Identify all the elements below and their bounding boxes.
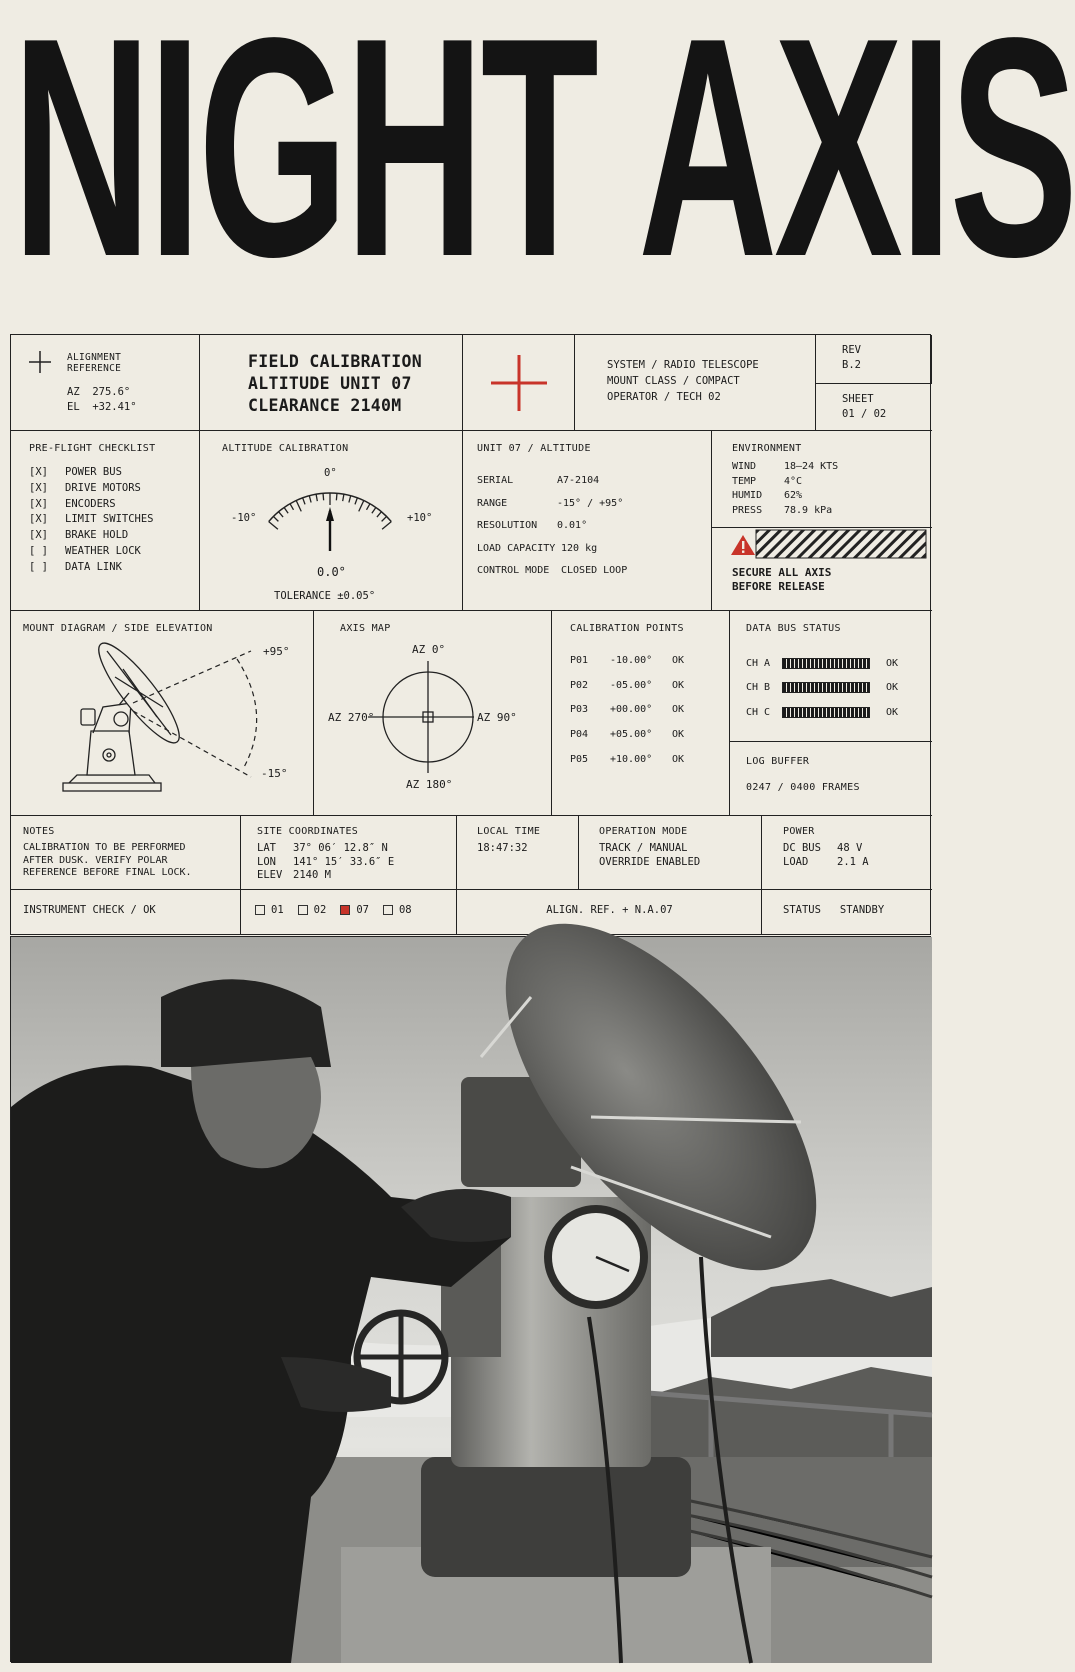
local-time-value: 18:47:32: [477, 842, 528, 854]
gauge-tick: [336, 493, 337, 500]
checklist-mark: [X]: [29, 481, 48, 494]
altitude-calibration-title: ALTITUDE CALIBRATION: [222, 443, 349, 454]
data-bus-level-fill: [783, 659, 869, 668]
main-title-line-2: ALTITUDE UNIT 07: [248, 374, 412, 393]
load-value: 2.1 A: [837, 855, 869, 868]
checklist-label: WEATHER LOCK: [65, 544, 141, 557]
calibration-point-row: [570, 680, 684, 705]
lon-label: LON: [257, 855, 276, 868]
checklist-item: [29, 465, 154, 481]
data-bus-level-bar: [782, 658, 870, 669]
environment-list: [732, 461, 838, 519]
calibration-point-value: -10.00°: [610, 655, 653, 666]
warning-icon: [730, 534, 756, 556]
system-line: SYSTEM / RADIO TELESCOPE: [607, 359, 759, 371]
unit-selector-label: 02: [313, 904, 327, 916]
environment-value: 4°C: [784, 475, 803, 487]
gauge-tick: [343, 494, 344, 501]
gauge-tick: [382, 516, 387, 521]
rev-cell: [816, 335, 932, 384]
operation-mode-cell: [579, 816, 762, 890]
data-bus-row: [746, 651, 898, 676]
calibration-point-status: OK: [672, 655, 685, 666]
gauge-tick: [316, 494, 317, 501]
main-title-line-3: CLEARANCE 2140M: [248, 396, 402, 415]
checklist-item: [29, 481, 154, 497]
elev-label: ELEV: [257, 869, 283, 881]
data-bus-level-fill: [783, 683, 869, 692]
checklist-item: [29, 497, 154, 513]
operator-line: OPERATOR / TECH 02: [607, 391, 721, 403]
calibration-points-title: CALIBRATION POINTS: [570, 623, 684, 634]
checklist-mark: [X]: [29, 529, 48, 542]
environment-row: [732, 476, 838, 491]
unit-spec-row: [477, 498, 627, 521]
site-coordinates-cell: [241, 816, 457, 890]
technician-photo: [10, 936, 931, 1662]
dc-bus-value: 48 V: [837, 842, 863, 854]
calibration-point-status: OK: [672, 753, 685, 765]
data-bus-title: DATA BUS STATUS: [746, 623, 841, 634]
unit-title: UNIT 07 / ALTITUDE: [477, 443, 591, 454]
mount-diagram-cell: [11, 611, 314, 816]
unit-selector-item[interactable]: [298, 904, 327, 916]
red-crosshair-icon: [491, 355, 547, 411]
red-crosshair-cell: [463, 335, 575, 431]
data-bus-level-fill: [783, 708, 869, 717]
unit-selector-cell: [241, 890, 457, 934]
unit-spec-key: RESOLUTION: [477, 520, 538, 532]
data-bus-cell: [730, 611, 932, 742]
calibration-point-status: OK: [672, 729, 685, 741]
gauge-right-label: +10°: [407, 512, 433, 524]
gauge-tick: [296, 500, 301, 511]
system-info-cell: [575, 335, 816, 431]
gauge-tick: [284, 507, 288, 513]
data-bus-status: OK: [886, 682, 899, 694]
calibration-point-id: P02: [570, 679, 589, 691]
lat-label: LAT: [257, 842, 276, 854]
instrument-check-label: INSTRUMENT CHECK / OK: [23, 904, 156, 916]
calibration-point-row: [570, 754, 684, 779]
unit-spec-row: [477, 565, 627, 588]
power-cell: [762, 816, 932, 890]
gauge-tick: [349, 496, 351, 503]
axis-map-cell: [314, 611, 552, 816]
main-title-line-1: FIELD CALIBRATION: [248, 352, 422, 371]
gauge-tick: [279, 512, 283, 517]
load-label: LOAD: [783, 855, 809, 868]
checklist-label: ENCODERS: [65, 497, 116, 510]
spec-sheet: [10, 334, 931, 935]
gauge-tick: [309, 496, 311, 503]
unit-selector-item[interactable]: [255, 904, 284, 916]
local-time-cell: [457, 816, 579, 890]
data-bus-status: OK: [886, 657, 899, 669]
data-bus-row: [746, 676, 898, 701]
operation-mode-title: OPERATION MODE: [599, 826, 688, 837]
data-bus-channel: CH A: [746, 657, 771, 669]
el-value: +32.41°: [92, 401, 137, 413]
environment-value: 62%: [784, 490, 803, 501]
axis-south-label: AZ 180°: [406, 778, 453, 791]
unit-checkbox[interactable]: [255, 905, 265, 915]
checklist-label: DATA LINK: [65, 560, 122, 573]
environment-value: 18–24 KTS: [784, 461, 839, 472]
hazard-stripes: [756, 530, 926, 558]
calibration-point-id: P04: [570, 729, 589, 741]
environment-row: [732, 505, 838, 520]
reference-label: REFERENCE: [67, 363, 122, 374]
calibration-point-row: [570, 655, 684, 680]
gauge-reading: 0.0°: [317, 565, 346, 579]
log-buffer-value: 0247 / 0400 FRAMES: [746, 782, 860, 793]
field-calibration-cell: [200, 335, 463, 431]
checklist: [29, 465, 154, 576]
environment-key: TEMP: [732, 475, 757, 487]
status-cell: [762, 890, 932, 934]
warning-line-1: SECURE ALL AXIS: [732, 566, 832, 579]
data-bus-level-bar: [782, 682, 870, 693]
status-value: STANDBY: [839, 904, 885, 916]
rev-label: REV: [842, 344, 861, 356]
sheet-value: 01 / 02: [842, 408, 887, 420]
lower-limit-label: -15°: [261, 767, 288, 780]
checklist-label: DRIVE MOTORS: [65, 481, 141, 494]
calibration-point-row: [570, 729, 684, 754]
gauge-tick: [273, 516, 278, 521]
sheet-number-cell: [816, 384, 932, 431]
data-bus-status: OK: [886, 706, 899, 718]
az-value: 275.6°: [92, 386, 131, 398]
axis-west-label: AZ 270°: [328, 711, 375, 724]
unit-spec-row: [477, 543, 627, 566]
data-bus-level-bar: [782, 707, 870, 718]
unit-specs-cell: [463, 431, 712, 611]
instrument-check-cell: [11, 890, 241, 934]
data-bus-row: [746, 700, 898, 725]
environment-key: HUMID: [732, 490, 763, 501]
tolerance-label: TOLERANCE ±0.05°: [274, 590, 376, 602]
upper-limit-label: +95°: [263, 645, 290, 658]
unit-spec-key: CONTROL MODE: [477, 565, 550, 577]
calibration-point-id: P03: [570, 704, 589, 716]
gauge-needle-tip: [326, 507, 334, 521]
lon-value: 141° 15′ 33.6″ E: [293, 855, 395, 868]
unit-selector-label: 08: [398, 904, 412, 916]
el-label: EL: [67, 401, 80, 413]
align-ref-label: ALIGN. REF. + N.A.07: [546, 904, 673, 916]
unit-selector: [255, 904, 412, 916]
unit-spec-value: -15° / +95°: [557, 497, 624, 509]
unit-checkbox[interactable]: [340, 905, 350, 915]
checklist-mark: [ ]: [29, 544, 48, 557]
gauge-tick: [303, 498, 305, 505]
checklist-label: LIMIT SWITCHES: [65, 513, 154, 526]
calibration-point-value: +00.00°: [610, 704, 653, 716]
environment-cell: [712, 431, 932, 528]
gauge-tick: [355, 498, 357, 505]
checklist-mark: [ ]: [29, 560, 48, 573]
local-time-title: LOCAL TIME: [477, 826, 541, 837]
calibration-point-value: +10.00°: [610, 753, 653, 765]
gauge-tick: [323, 493, 324, 500]
lat-value: 37° 06′ 12.8″ N: [293, 842, 388, 854]
power-title: POWER: [783, 826, 815, 837]
unit-spec-row: [477, 520, 627, 543]
calibration-points-list: [570, 655, 684, 778]
mount-class-line: MOUNT CLASS / COMPACT: [607, 375, 740, 387]
calibration-points-cell: [552, 611, 730, 816]
altitude-calibration-cell: [200, 431, 463, 611]
data-bus-list: [746, 651, 898, 725]
data-bus-channel: CH C: [746, 706, 771, 718]
mount-diagram-title: MOUNT DIAGRAM / SIDE ELEVATION: [23, 623, 213, 634]
status-label: STATUS: [783, 904, 821, 916]
warning-line-2: BEFORE RELEASE: [732, 580, 825, 593]
page-title: NIGHT AXIS: [12, 0, 1075, 322]
checklist-item: [29, 544, 154, 560]
notes-cell: [11, 816, 241, 890]
calibration-point-id: P05: [570, 753, 589, 765]
unit-selector-item[interactable]: [383, 904, 412, 916]
calibration-point-id: P01: [570, 655, 589, 666]
environment-value: 78.9 kPa: [784, 504, 833, 516]
checklist-label: BRAKE HOLD: [65, 529, 129, 542]
alignment-label: ALIGNMENT: [67, 352, 122, 363]
environment-row: [732, 490, 838, 505]
environment-key: WIND: [732, 461, 757, 472]
notes-line-2: AFTER DUSK. VERIFY POLAR: [23, 854, 168, 866]
warning-cell: [712, 528, 932, 611]
unit-spec-key: RANGE: [477, 497, 508, 509]
calibration-point-value: -05.00°: [610, 679, 653, 691]
axis-north-label: AZ 0°: [412, 643, 446, 656]
align-ref-cell: [457, 890, 762, 934]
unit-spec-value: A7-2104: [557, 475, 600, 486]
gauge-tick: [372, 507, 376, 513]
gauge-tick: [359, 500, 364, 511]
unit-spec-row: [477, 475, 627, 498]
rev-value: B.2: [842, 359, 861, 371]
unit-selector-label: 01: [271, 904, 284, 916]
calibration-point-value: +05.00°: [610, 729, 653, 741]
checklist-mark: [X]: [29, 497, 48, 510]
log-buffer-title: LOG BUFFER: [746, 756, 810, 767]
elev-value: 2140 M: [293, 869, 331, 881]
gauge-tick: [377, 512, 381, 517]
calibration-point-status: OK: [672, 679, 685, 691]
environment-key: PRESS: [732, 504, 763, 516]
unit-checkbox[interactable]: [383, 905, 393, 915]
checklist-item: [29, 528, 154, 544]
environment-title: ENVIRONMENT: [732, 443, 802, 454]
checklist-label: POWER BUS: [65, 466, 122, 478]
operation-line-1: TRACK / MANUAL: [599, 842, 688, 854]
dc-bus-label: DC BUS: [783, 842, 821, 854]
log-buffer-cell: [730, 742, 932, 816]
axis-east-label: AZ 90°: [477, 711, 517, 724]
notes-line-1: CALIBRATION TO BE PERFORMED: [23, 842, 186, 853]
title-block: [0, 0, 1075, 330]
environment-row: [732, 461, 838, 476]
unit-selector-item[interactable]: [340, 904, 369, 916]
unit-selector-label: 07: [356, 904, 369, 916]
calibration-point-status: OK: [672, 704, 685, 716]
gauge-tick: [367, 504, 371, 510]
alignment-reference-cell: [11, 335, 200, 431]
calibration-point-row: [570, 704, 684, 729]
data-bus-channel: CH B: [746, 682, 771, 694]
sheet-label: SHEET: [842, 393, 874, 405]
unit-spec-value: 120 kg: [561, 542, 598, 554]
gauge-tick: [269, 522, 278, 530]
site-title: SITE COORDINATES: [257, 826, 359, 837]
az-label: AZ: [67, 386, 80, 398]
notes-line-3: REFERENCE BEFORE FINAL LOCK.: [23, 867, 192, 878]
gauge-top-label: 0°: [324, 467, 337, 479]
unit-checkbox[interactable]: [298, 905, 308, 915]
unit-spec-list: [477, 475, 627, 588]
mount-side-elevation-drawing: [11, 611, 314, 816]
gauge-left-label: -10°: [231, 512, 257, 524]
checklist-mark: [X]: [29, 466, 48, 478]
operation-line-2: OVERRIDE ENABLED: [599, 855, 701, 868]
crosshair-icon: [29, 351, 51, 373]
notes-title: NOTES: [23, 826, 55, 837]
unit-spec-key: LOAD CAPACITY: [477, 542, 556, 554]
unit-spec-key: SERIAL: [477, 475, 514, 486]
checklist-item: [29, 560, 154, 576]
preflight-checklist-cell: [11, 431, 200, 611]
axis-map-title: AXIS MAP: [340, 623, 391, 634]
technician-calibrating-telescope-image: [11, 937, 932, 1663]
checklist-title: PRE-FLIGHT CHECKLIST: [29, 443, 156, 454]
unit-spec-value: 0.01°: [557, 520, 588, 532]
checklist-mark: [X]: [29, 513, 48, 526]
unit-spec-value: CLOSED LOOP: [561, 565, 628, 577]
checklist-item: [29, 512, 154, 528]
gauge-tick: [290, 504, 294, 510]
gauge-tick: [382, 522, 391, 530]
